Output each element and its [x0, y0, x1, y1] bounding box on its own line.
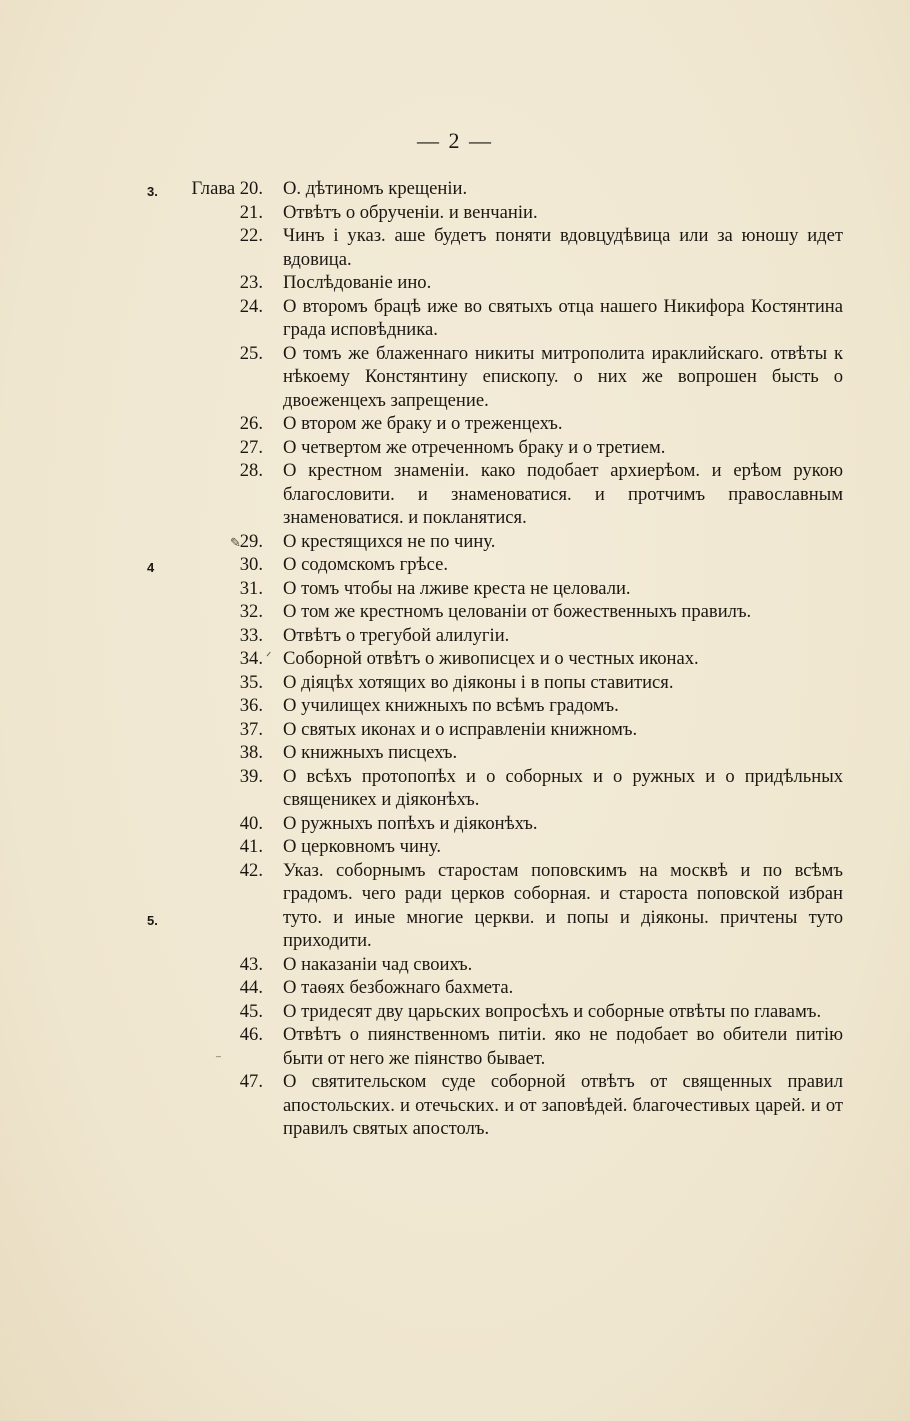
toc-entry	[0, 1000, 910, 1024]
chapter-number: 38.	[239, 742, 263, 763]
chapter-number: 44.	[239, 977, 263, 998]
chapter-title: О крестящихся не по чину.	[283, 530, 496, 552]
chapter-number: 42.	[239, 859, 263, 881]
toc-entry	[0, 201, 910, 225]
chapter-number: 34.	[239, 648, 263, 669]
chapter-number: 31.	[239, 577, 263, 599]
chapter-title: О наказанiи чад своихъ.	[283, 953, 473, 975]
chapter-number: 37.	[239, 718, 263, 740]
chapter-title: О святых иконах и о исправленiи книжномъ.	[283, 718, 638, 740]
chapter-number: 41.	[239, 836, 263, 857]
chapter-title: О содомскомъ грѣсе.	[283, 554, 448, 575]
chapter-title: О училищех книжныхъ по всѣмъ градомъ.	[283, 695, 619, 716]
chapter-title: Послѣдованiе ино.	[283, 272, 432, 293]
toc-entry	[0, 694, 910, 718]
toc-entry	[0, 741, 910, 765]
toc-entry	[0, 671, 910, 695]
pencil-mark-icon: ⁻	[215, 1051, 222, 1066]
chapter-number: 47.	[239, 1071, 263, 1092]
toc-entry	[0, 1023, 910, 1070]
toc-entry	[0, 647, 910, 671]
chapter-title: Указ. соборнымъ старостам поповскимъ на москвѣ и по всѣмъ градомъ. чего ради церков соборная. и староста поповской избран туто. и иные многие церкви. и попы и дiяконы. причтены туто приходити.	[283, 859, 843, 951]
chapter-number: 28.	[239, 460, 263, 481]
chapter-number: 39.	[239, 765, 263, 787]
toc-entry	[0, 459, 910, 530]
toc-entry	[0, 271, 910, 295]
chapter-number: 36.	[239, 695, 263, 716]
toc-entry	[0, 412, 910, 436]
chapter-title: О ружныхъ попѣхъ и дiяконѣхъ.	[283, 812, 538, 834]
toc-entry	[0, 1070, 910, 1141]
chapter-number: 26.	[239, 413, 263, 434]
chapter-title: О томъ чтобы на лживе креста не целовали.	[283, 577, 631, 599]
chapter-title: О томъ же блаженнаго никиты митрополита ираклийскаго. отвѣты к нѣкоему Констянтину епископу. о них же вопрошен бысть о двоеженцехъ запрещение.	[283, 342, 843, 411]
chapter-number: 24.	[239, 295, 263, 317]
chapter-title: Чинъ i указ. аше будетъ поняти вдовцудѣвица или за юношу идет вдовица.	[283, 225, 843, 270]
toc-entry	[0, 718, 910, 742]
margin-number: 3.	[147, 184, 158, 199]
chapter-number: 32.	[239, 601, 263, 622]
chapter-title: Отвѣтъ о обрученiи. и венчанiи.	[283, 201, 538, 223]
chapter-number: 40.	[239, 812, 263, 834]
chapter-title: О. дѣтиномъ крещенiи.	[283, 178, 468, 199]
chapter-title: О всѣхъ протопопѣх и о соборных и о ружных и о придѣльных священикех и дiяконѣхъ.	[283, 765, 843, 810]
toc-entry	[0, 530, 910, 554]
chapter-title: О книжныхъ писцехъ.	[283, 742, 458, 763]
toc-entry	[0, 859, 910, 953]
toc-entry	[0, 812, 910, 836]
chapter-title: О четвертом же отреченномъ браку и о третием.	[283, 436, 666, 458]
chapter-title: О святительском суде соборной отвѣтъ от священных правил апостольских. и отечьских. и от заповѣдей. благочестивых царей. и от правилъ святых апостолъ.	[283, 1071, 843, 1139]
chapter-number: 21.	[239, 201, 263, 223]
chapter-title: О церковномъ чину.	[283, 836, 442, 857]
margin-number: 5.	[147, 912, 158, 928]
chapter-title: Отвѣтъ о трегубой алилугiи.	[283, 624, 510, 646]
toc-entry	[0, 436, 910, 460]
chapter-number: 29.	[239, 530, 263, 552]
page-number: — 2 —	[417, 128, 493, 153]
margin-number: 4	[147, 560, 155, 575]
toc-entry	[0, 765, 910, 812]
chapter-title: О том же крестномъ целованiи от божественныхъ правилъ.	[283, 601, 752, 622]
toc-entry	[0, 624, 910, 648]
chapter-number: 22.	[239, 225, 263, 246]
toc-entry	[0, 553, 910, 577]
chapter-title: О втором же браку и о треженцехъ.	[283, 413, 563, 434]
chapter-number: 45.	[239, 1000, 263, 1022]
chapter-title: О крестном знаменiи. како подобает архиерѣом. и ерѣом рукою благословити. и знаменоватися. и протчимъ православным знаменоватися. и покланятися.	[283, 460, 843, 528]
toc-entry	[0, 224, 910, 271]
pencil-tick-icon: ᐟ	[266, 649, 272, 664]
chapter-title: О таѳях безбожнаго бахмета.	[283, 977, 514, 998]
toc-entry	[0, 577, 910, 601]
toc-entry	[0, 953, 910, 977]
toc-entry	[0, 600, 910, 624]
chapter-number: 27.	[239, 436, 263, 458]
chapter-number: 43.	[239, 953, 263, 975]
chapter-title: Отвѣтъ о пиянственномъ питiи. яко не подобает во обители питiю быти от него же пiянство бывает.	[283, 1024, 843, 1069]
chapter-number: Глава 20.	[191, 178, 263, 199]
chapter-number: 33.	[239, 624, 263, 646]
chapter-number: 23.	[239, 272, 263, 293]
chapter-title: О тридесят дву царьских вопросѣхъ и соборные отвѣты по главамъ.	[283, 1000, 822, 1022]
toc-entry	[0, 177, 910, 201]
chapter-title: Соборной отвѣтъ о живописцех и о честных иконах.	[283, 648, 699, 669]
chapter-number: 46.	[239, 1024, 263, 1045]
toc-entry	[0, 295, 910, 342]
toc-entry	[0, 976, 910, 1000]
chapter-number: 35.	[239, 671, 263, 693]
chapter-number: 30.	[239, 554, 263, 575]
toc-entry	[0, 835, 910, 859]
toc-entry	[0, 342, 910, 413]
chapter-number: 25.	[239, 342, 263, 364]
table-of-contents	[0, 177, 910, 1141]
chapter-title: О второмъ брацѣ иже во святыхъ отца нашего Никифора Костянтина града исповѣдника.	[283, 295, 843, 340]
pencil-mark-icon: ✎	[230, 534, 241, 550]
chapter-title: О дiяцѣх хотящих во дiяконы i в попы ставитися.	[283, 671, 674, 693]
